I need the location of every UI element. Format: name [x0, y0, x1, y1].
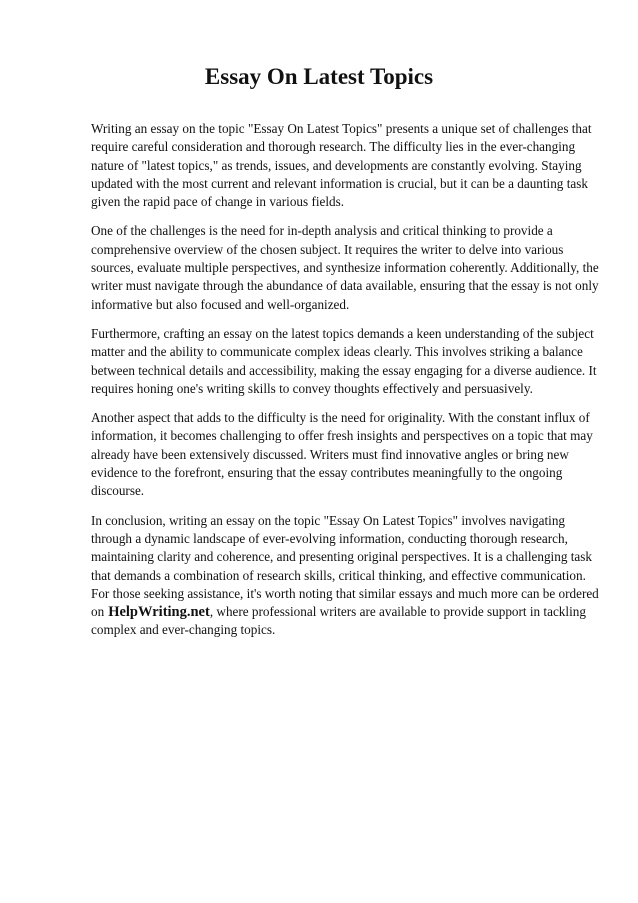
- conclusion-text-after-link: , where professional writers are available to provide support in tackling complex and ever-changing topics.: [91, 604, 586, 638]
- paragraph-challenges: One of the challenges is the need for in-depth analysis and critical thinking to provide a comprehensive overview of the chosen subject. It requires the writer to delve into various sources, evaluate multiple perspectives, and synthesize information coherently. Additionally, the writer must navigate through the abundance of data available, ensuring that the essay is not only informative but also focused and well-organized.: [91, 223, 599, 312]
- paragraph-intro: Writing an essay on the topic "Essay On Latest Topics" presents a unique set of challenges that require careful consideration and thorough research. The difficulty lies in the ever-changing nature of "latest topics," as trends, issues, and developments are constantly evolving. Staying updated with the most current and relevant information is crucial, but it can be a daunting task given the rapid pace of change in various fields.: [91, 121, 592, 210]
- paragraph-originality: Another aspect that adds to the difficulty is the need for originality. With the constant influx of information, it becomes challenging to offer fresh insights and perspectives on a topic that may already have been extensively discussed. Writers must find innovative angles or bring new evidence to the forefront, ensuring that the essay contributes meaningfully to the ongoing discourse.: [91, 410, 593, 499]
- paragraph-conclusion: [91, 512, 601, 640]
- document-body: [91, 120, 601, 651]
- helpwriting-link[interactable]: HelpWriting.net: [108, 604, 210, 621]
- document-title: Essay On Latest Topics: [204, 64, 434, 89]
- conclusion-text-before-link: In conclusion, writing an essay on the topic "Essay On Latest Topics" involves navigating through a dynamic landscape of ever-evolving information, conducting thorough research, maintaining clarity and coherence, and presenting original perspectives. It is a challenging task that demands a combination of research skills, critical thinking, and effective communication. For those seeking assistance, it's worth noting that similar essays and much more can be ordered on: [91, 512, 599, 620]
- paragraph-furthermore: Furthermore, crafting an essay on the latest topics demands a keen understanding of the subject matter and the ability to communicate complex ideas clearly. This involves striking a balance between technical details and accessibility, making the essay engaging for a diverse audience. It requires honing one's writing skills to convey thoughts effectively and persuasively.: [91, 325, 597, 396]
